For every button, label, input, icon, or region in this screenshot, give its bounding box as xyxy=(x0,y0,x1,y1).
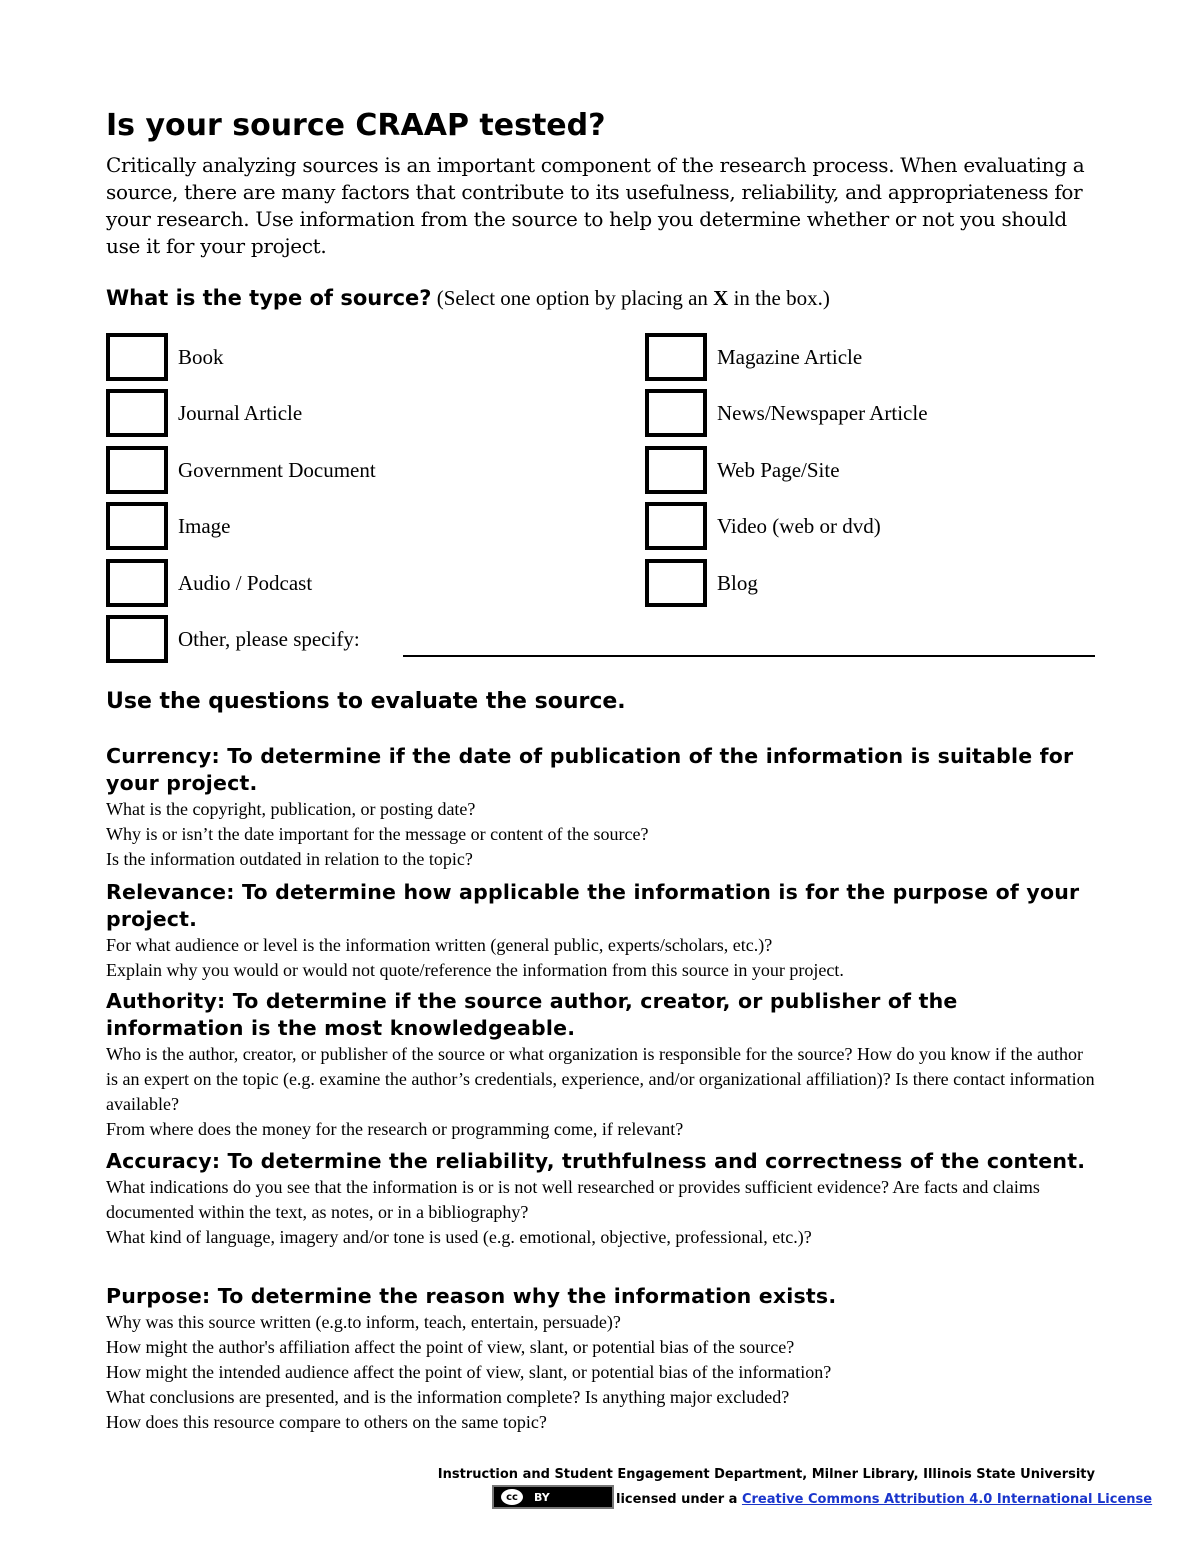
criterion-question: Is the information outdated in relation to the topic? xyxy=(106,849,473,869)
option-government-document[interactable] xyxy=(106,446,376,494)
option-label: Audio / Podcast xyxy=(178,570,313,595)
criterion-question: For what audience or level is the information written (general public, experts/scholars, etc.)? xyxy=(106,935,773,955)
option-label: Journal Article xyxy=(178,400,303,425)
option-book[interactable] xyxy=(106,333,224,381)
criterion-heading: Purpose: To determine the reason why the information exists. xyxy=(106,1284,837,1308)
criterion-question: What is the copyright, publication, or posting date? xyxy=(106,799,476,819)
checkbox[interactable] xyxy=(645,389,707,437)
checkbox[interactable] xyxy=(106,615,168,663)
option-label: Web Page/Site xyxy=(717,457,840,482)
criterion-heading: Currency: To determine if the date of publication of the information is suitable for your project. xyxy=(106,744,1074,795)
checkbox[interactable] xyxy=(106,333,168,381)
checkbox[interactable] xyxy=(106,559,168,607)
criterion-purpose xyxy=(106,1283,1096,1435)
by-icon: BY xyxy=(534,1490,550,1504)
criterion-question: Why is or isn’t the date important for the message or content of the source? xyxy=(106,824,649,844)
cc-icon: cc xyxy=(500,1488,524,1506)
criterion-relevance xyxy=(106,879,1096,983)
option-web-page[interactable] xyxy=(645,446,840,494)
option-magazine-article[interactable] xyxy=(645,333,862,381)
intro-paragraph: Critically analyzing sources is an important component of the research process. When evaluating a source, there are many factors that contribute to its usefulness, reliability, and appropriateness for your research. Use information from the source to help you determine whether or not you should use it for your project. xyxy=(106,153,1085,258)
criterion-heading: Relevance: To determine how applicable the information is for the purpose of your project. xyxy=(106,880,1080,931)
other-specify-field[interactable] xyxy=(403,655,1095,657)
checkbox[interactable] xyxy=(645,333,707,381)
option-journal-article[interactable] xyxy=(106,389,302,437)
criterion-question: Explain why you would or would not quote/reference the information from this source in your project. xyxy=(106,960,844,980)
option-blog[interactable] xyxy=(645,559,758,607)
criterion-question: How might the intended audience affect the point of view, slant, or potential bias of the information? xyxy=(106,1362,832,1382)
criterion-question: How does this resource compare to others on the same topic? xyxy=(106,1412,547,1432)
criterion-question: What indications do you see that the information is or is not well researched or provides sufficient evidence? Are facts and claims documented within the text, as notes, or in a bibliography? xyxy=(106,1177,1040,1222)
criterion-question: How might the author's affiliation affect the point of view, slant, or potential bias of the source? xyxy=(106,1337,795,1357)
source-type-question xyxy=(106,286,830,311)
criterion-accuracy xyxy=(106,1148,1096,1250)
footer-license: licensed under a Creative Commons Attribution 4.0 International License xyxy=(616,1492,1153,1507)
page-title: Is your source CRAAP tested? xyxy=(106,108,606,143)
criterion-heading: Authority: To determine if the source author, creator, or publisher of the information is the most knowledgeable. xyxy=(106,989,958,1040)
criterion-question: What kind of language, imagery and/or tone is used (e.g. emotional, objective, professional, etc.)? xyxy=(106,1227,812,1247)
option-label: Magazine Article xyxy=(717,344,863,369)
criterion-heading: Accuracy: To determine the reliability, truthfulness and correctness of the content. xyxy=(106,1149,1086,1173)
option-video[interactable] xyxy=(645,502,881,550)
checkbox[interactable] xyxy=(645,446,707,494)
checkbox[interactable] xyxy=(106,446,168,494)
option-label: Blog xyxy=(717,570,758,595)
checkbox[interactable] xyxy=(645,559,707,607)
option-audio-podcast[interactable] xyxy=(106,559,312,607)
option-image[interactable] xyxy=(106,502,230,550)
evaluate-heading: Use the questions to evaluate the source. xyxy=(106,689,626,714)
x-mark: X xyxy=(713,286,729,310)
criterion-question: What conclusions are presented, and is the information complete? Is anything major excluded? xyxy=(106,1387,790,1407)
source-type-instruction: (Select one option by placing an X in the box.) xyxy=(431,286,830,310)
option-label: Image xyxy=(178,513,231,538)
criterion-authority xyxy=(106,988,1096,1142)
checkbox[interactable] xyxy=(106,502,168,550)
criterion-question: Who is the author, creator, or publisher of the source or what organization is responsible for the source? How do you know if the author is an expert on the topic (e.g. examine the author’s credentials, experience, and/or organizational affiliation)? Is there contact information available? xyxy=(106,1044,1095,1114)
option-label: News/Newspaper Article xyxy=(717,400,928,425)
footer-credit: Instruction and Student Engagement Department, Milner Library, Illinois State University xyxy=(437,1467,1095,1482)
option-label: Book xyxy=(178,344,224,369)
option-label: Government Document xyxy=(178,457,376,482)
cc-by-badge[interactable] xyxy=(492,1485,614,1509)
criterion-question: From where does the money for the research or programming come, if relevant? xyxy=(106,1119,684,1139)
checkbox[interactable] xyxy=(645,502,707,550)
option-label: Video (web or dvd) xyxy=(717,513,881,538)
checkbox[interactable] xyxy=(106,389,168,437)
option-label: Other, please specify: xyxy=(178,626,360,651)
criterion-currency xyxy=(106,743,1096,872)
source-type-question-text: What is the type of source? xyxy=(106,286,432,310)
criterion-question: Why was this source written (e.g.to inform, teach, entertain, persuade)? xyxy=(106,1312,621,1332)
license-link[interactable]: Creative Commons Attribution 4.0 International License xyxy=(741,1492,1153,1507)
option-other[interactable] xyxy=(106,615,360,663)
option-news-article[interactable] xyxy=(645,389,928,437)
